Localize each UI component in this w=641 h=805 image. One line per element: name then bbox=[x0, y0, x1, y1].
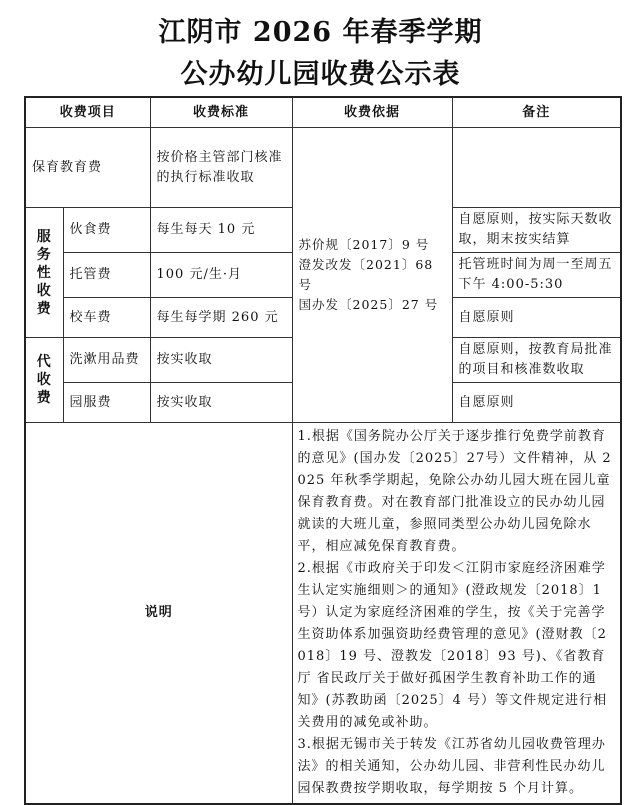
remark-cell: 托管班时间为周一至周五下午 4:00-5:30 bbox=[452, 253, 621, 298]
standard-cell: 按实收取 bbox=[150, 383, 292, 423]
header-standard: 收费标准 bbox=[150, 97, 292, 128]
page-title-line1: 江阴市 2026 年春季学期 bbox=[158, 17, 483, 48]
remark-cell bbox=[452, 128, 621, 208]
notes-label: 说明 bbox=[25, 423, 292, 805]
standard-cell: 按价格主管部门核准的执行标准收取 bbox=[150, 128, 292, 208]
page-title-line2: 公办幼儿园收费公示表 bbox=[180, 59, 461, 90]
remark-cell: 自愿原则，按实际天数收取，期末按实结算 bbox=[452, 208, 621, 253]
note-paragraph: 2.根据《市政府关于印发＜江阴市家庭经济困难学生认定实施细则＞的通知》(澄政规发〔2018〕1 号）认定为家庭经济困难的学生，按《关于完善学生资助体系加强资助经费管理的意见》(澄财教〔2018〕19 号、澄教发〔2018〕93 号)、《省教育厅 省民政厅关于做好孤困学生教育补助工作的通知》(苏教助函〔2025〕4 号）等文件规定进行相关费用的减免或补助。 bbox=[297, 561, 608, 730]
item-cell: 伙食费 bbox=[63, 208, 150, 253]
header-basis: 收费依据 bbox=[292, 97, 452, 128]
basis-line: 苏价规〔2017〕9 号 bbox=[298, 237, 430, 252]
table-row bbox=[25, 128, 621, 208]
item-cell: 保育教育费 bbox=[25, 128, 150, 208]
fee-table bbox=[24, 96, 622, 805]
basis-cell bbox=[292, 128, 452, 423]
standard-cell: 每生每天 10 元 bbox=[150, 208, 292, 253]
standard-cell: 每生每学期 260 元 bbox=[150, 298, 292, 338]
remark-cell: 自愿原则 bbox=[452, 383, 621, 423]
note-paragraph: 3.根据无锡市关于转发《江苏省幼儿园收费管理办法》的相关通知，公办幼儿园、非营利性民办幼儿园保教费按学期收取，每学期按 5 个月计算。 bbox=[297, 737, 606, 796]
basis-line: 国办发〔2025〕27 号 bbox=[298, 297, 439, 312]
table-header-row bbox=[25, 97, 621, 128]
basis-line: 澄发改发〔2021〕68 号 bbox=[298, 257, 434, 292]
notes-row bbox=[25, 423, 621, 805]
item-cell: 园服费 bbox=[63, 383, 150, 423]
standard-cell: 100 元/生·月 bbox=[150, 253, 292, 298]
standard-cell: 按实收取 bbox=[150, 338, 292, 383]
item-cell: 校车费 bbox=[63, 298, 150, 338]
group-label-service: 服务性收费 bbox=[25, 208, 63, 338]
group-label-collection: 代收费 bbox=[25, 338, 63, 423]
item-cell: 洗漱用品费 bbox=[63, 338, 150, 383]
remark-cell: 自愿原则 bbox=[452, 298, 621, 338]
note-paragraph: 1.根据《国务院办公厅关于逐步推行免费学前教育的意见》(国办发〔2025〕27号）文件精神，从 2025 年秋季学期起，免除公办幼儿园大班在园儿童保育教育费。对在教育部门批准设立的民办幼儿园就读的大班儿童，参照同类型公办幼儿园免除水平，相应减免保育教育费。 bbox=[297, 429, 612, 554]
header-remark: 备注 bbox=[452, 97, 621, 128]
notes-cell bbox=[292, 423, 621, 805]
remark-cell: 自愿原则，按教育局批准的项目和核准数收取 bbox=[452, 338, 621, 383]
header-item: 收费项目 bbox=[25, 97, 150, 128]
item-cell: 托管费 bbox=[63, 253, 150, 298]
